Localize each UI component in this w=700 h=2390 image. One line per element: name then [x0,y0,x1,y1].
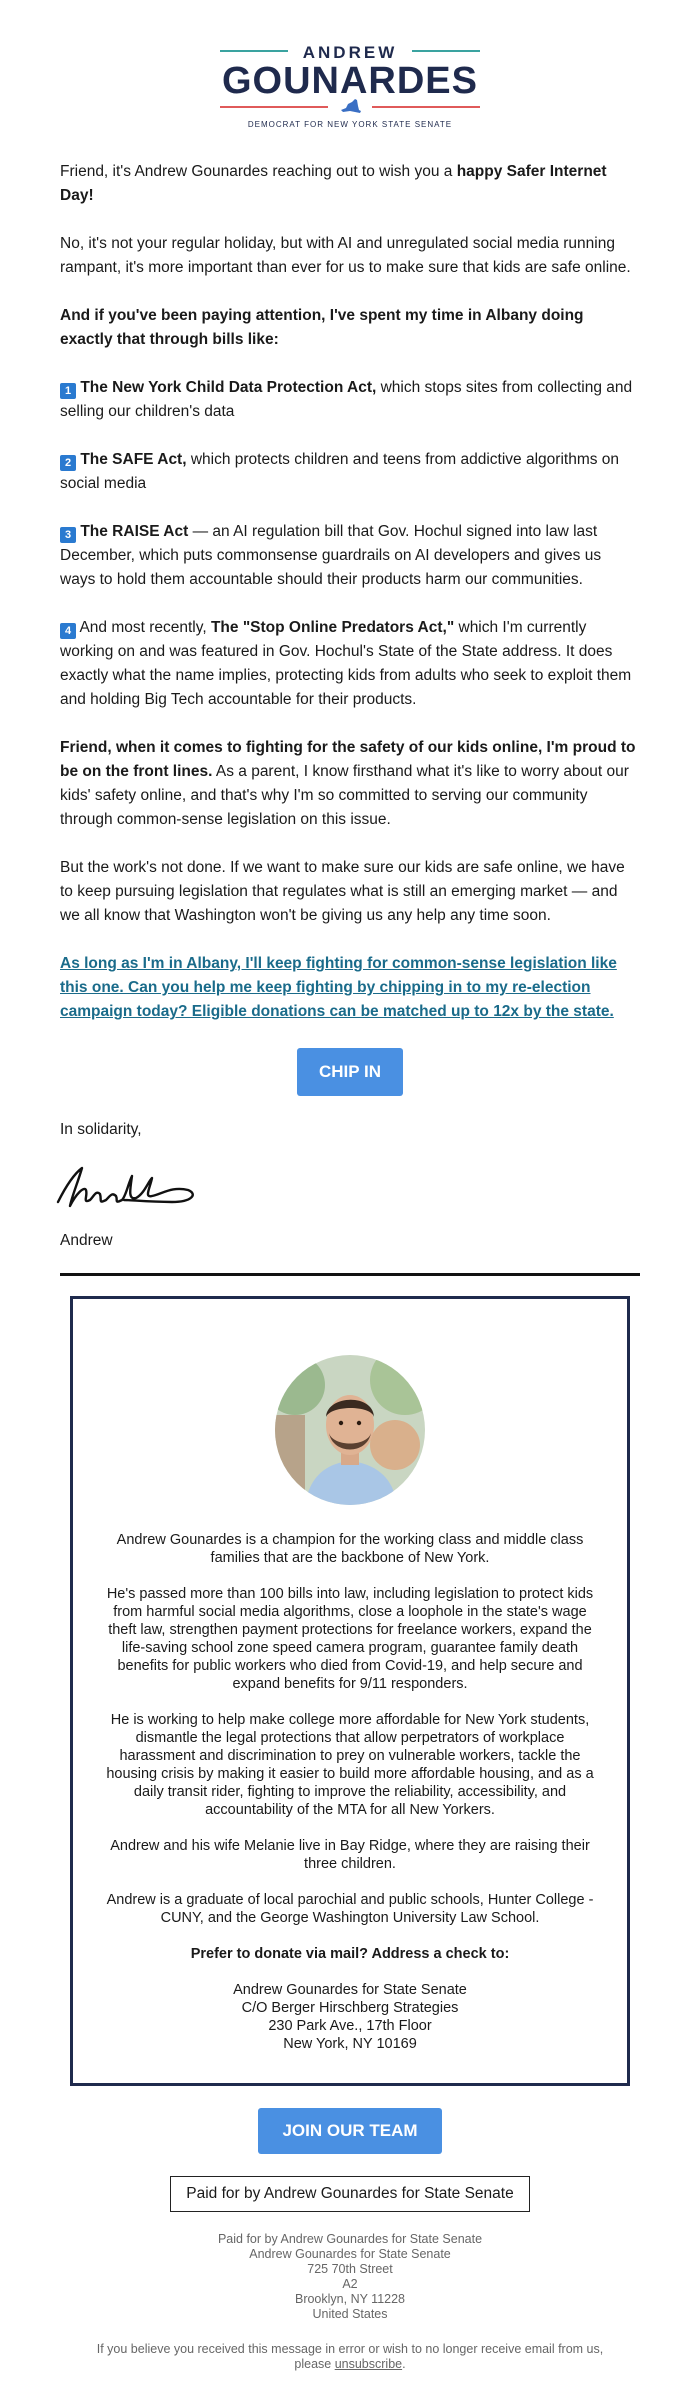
logo-first-name: ANDREW [302,43,398,62]
logo-red-rule [372,106,480,108]
closing-line: In solidarity, [60,1121,142,1138]
unsubscribe-notice [0,2342,700,2372]
bio-paragraph: Andrew is a graduate of local parochial and public schools, Hunter College - CUNY, and the George Washington University Law School. [106,1892,594,1926]
logo-last-name: GOUNARDES [221,60,479,102]
footer-line: Paid for by Andrew Gounardes for State Senate [217,2232,483,2246]
bills-intro-bold: And if you've been paying attention, I've spent my time in Albany doing exactly that through bills like: [60,307,584,348]
footer-line: United States [312,2307,388,2321]
front-lines-bold: Friend, when it comes to fighting for the safety of our kids online, I'm proud to be on the front lines. [60,739,636,780]
logo-tagline: DEMOCRAT FOR NEW YORK STATE SENATE [247,120,453,129]
logo-first-row [220,43,480,62]
paragraph-work: But the work's not done. If we want to make sure our kids are safe online, we have to keep pursuing legislation that regulates what is still an emerging market — and we all know that Washington won't be giving us any help any time soon. [60,859,625,924]
paragraph-front-lines [60,736,640,832]
bio-paragraph: Andrew and his wife Melanie live in Bay Ridge, where they are raising their three children. [110,1838,590,1872]
campaign-logo [220,0,480,129]
intro-text: Friend, it's Andrew Gounardes reaching out to wish you a [60,163,457,180]
intro-punct: ! [88,187,94,204]
mail-donation-heading [99,1945,601,1963]
logo-teal-rule [220,50,288,52]
mailing-address [99,1981,601,2053]
keycap-3-icon: 3 [60,527,76,543]
keycap-4-icon: 4 [60,623,76,639]
address-line: C/O Berger Hirschberg Strategies [241,2000,459,2016]
footer-line: A2 [342,2277,358,2291]
candidate-photo [275,1355,425,1505]
footer-line: Andrew Gounardes for State Senate [249,2247,451,2261]
signature-name: Andrew [60,1232,113,1249]
bill-item [60,520,640,592]
bill-title: The RAISE Act [80,523,189,540]
bill-description: which protects children and teens from addictive algorithms on social media [60,451,620,492]
address-line: Andrew Gounardes for State Senate [233,1982,467,1998]
keycap-1-icon: 1 [60,383,76,399]
bill-item [60,376,640,424]
unsubscribe-text: If you believe you received this message in error or wish to no longer receive email from us, please [96,2342,604,2371]
address-line: 230 Park Ave., 17th Floor [268,2018,432,2034]
bill-item [60,448,640,496]
bill-title: The New York Child Data Protection Act, [80,379,377,396]
paid-for-disclaimer-box: Paid for by Andrew Gounardes for State Senate [170,2176,530,2212]
join-our-team-button[interactable]: JOIN OUR TEAM [258,2108,442,2154]
bill-title: The "Stop Online Predators Act," [210,619,455,636]
bill-prefix: And most recently, [76,619,211,636]
unsubscribe-punct: . [402,2357,406,2371]
email-footer [0,2232,700,2386]
paragraph-ai: No, it's not your regular holiday, but with AI and unregulated social media running rampant, it's more important than ever for us to make sure that kids are safe online. [60,235,631,276]
bill-title: The SAFE Act, [80,451,187,468]
logo-teal-rule [412,50,480,52]
bio-paragraph: Andrew Gounardes is a champion for the working class and middle class families that are the backbone of New York. [116,1532,584,1566]
chip-in-button[interactable]: CHIP IN [297,1048,403,1096]
section-divider [60,1273,640,1276]
keycap-2-icon: 2 [60,455,76,471]
signature-image [52,1156,202,1216]
intro-paragraph [60,160,640,208]
footer-line: 725 70th Street [307,2262,393,2276]
bio-paragraph: He's passed more than 100 bills into law, including legislation to protect kids from harmful social media algorithms, close a loophole in the state's wage theft law, strengthen payment protections for freelance workers, expand the life-saving school zone speed camera program, guarantee family death benefits for public workers who died from Covid-19, and help secure and expand benefits for 9/11 responders. [106,1586,594,1692]
mail-heading-bold: Prefer to donate via mail? Address a check to: [190,1946,510,1962]
donate-cta-link[interactable]: As long as I'm in Albany, I'll keep fighting for common-sense legislation like this one. Can you help me keep fighting by chipping in to my re-election campaign today? Eligible donations can be matched up to 12x by the state. [60,955,617,1020]
new-york-state-icon [338,98,362,114]
logo-red-rule [220,106,328,108]
unsubscribe-link[interactable]: unsubscribe [334,2357,403,2371]
bill-description: — an AI regulation bill that Gov. Hochul signed into law last December, which puts commonsense guardrails on AI developers and gives us ways to hold them accountable should their products harm our communities. [60,523,602,588]
bill-item [60,616,640,712]
footer-line: Brooklyn, NY 11228 [294,2292,406,2306]
bill-description: which I'm currently working on and was featured in Gov. Hochul's State of the State address. It does exactly what the name implies, protecting kids from adults who seek to exploit them and holding Big Tech accountable for their products. [60,619,632,708]
bio-box [70,1296,630,2086]
paragraph-bills-intro [60,304,640,352]
address-line: New York, NY 10169 [283,2036,417,2052]
email-body [0,160,700,1253]
intro-bold: happy Safer Internet Day [60,163,607,204]
front-lines-text: As a parent, I know firsthand what it's like to worry about our kids' safety online, and that's why I'm so committed to serving our community through common-sense legislation on this issue. [60,763,629,828]
bio-paragraph: He is working to help make college more affordable for New York students, dismantle the legal protections that allow perpetrators of workplace harassment and discrimination to prey on vulnerable workers, tackle the housing crisis by making it easier to build more affordable housing, and as a daily transit rider, fighting to improve the reliability, accessibility, and accountability of the MTA for all New Yorkers. [106,1712,594,1818]
bill-description: which stops sites from collecting and selling our children's data [60,379,633,420]
